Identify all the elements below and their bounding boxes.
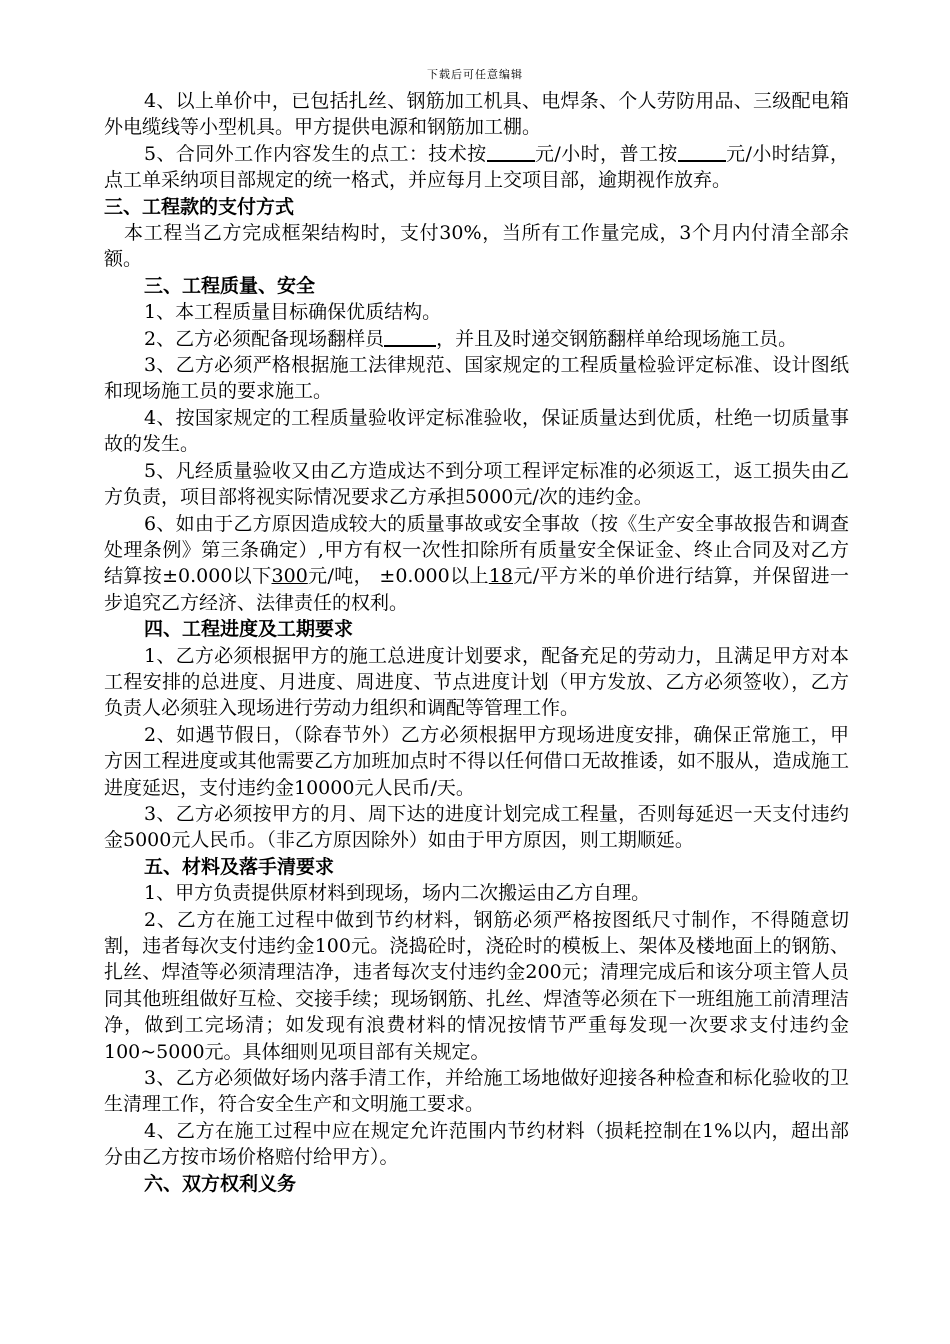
paragraph-quality-1: 1、本工程质量目标确保优质结构。 <box>144 301 442 324</box>
paragraph-payment: 本工程当乙方完成框架结构时，支付30%，当所有工作量完成，3个月内付清全部余额。 <box>104 222 849 271</box>
layout-staff-blank <box>384 327 436 347</box>
paragraph-materials-2: 2、乙方在施工过程中做到节约材料，钢筋必须严格按图纸尺寸制作，不得随意切割，违者每次支付违约金100元。浇捣砼时，浇砼时的模板上、架体及楼地面上的钢筋、扎丝、焊渣等必须清理洁净，违者每次支付违约金200元；清理完成后和该分项主管人员同其他班组做好互检、交接手续；现场钢筋、扎丝、焊渣等必须在下一班组施工前清理洁净，做到工完场清；如发现有浪费材料的情况按情节严重每发现一次要求支付违约金100~5000元。具体细则见项目部有关规定。 <box>104 908 849 1063</box>
paragraph-quality-5: 5、凡经质量验收又由乙方造成达不到分项工程评定标准的必须返工，返工损失由乙方负责，项目部将视实际情况要求乙方承担5000元/次的违约金。 <box>104 459 849 509</box>
extra-work-text-b: 元/小时，普工按 <box>534 142 678 165</box>
heading-rights-obligations: 六、双方权利义务 <box>144 1172 297 1195</box>
paragraph-schedule-1: 1、乙方必须根据甲方的施工总进度计划要求，配备充足的劳动力，且满足甲方对本工程安排的总进度、月进度、周进度、节点进度计划（甲方发放、乙方必须签收），乙方负责人必须驻入现场进行劳动力组织和调配等管理工作。 <box>104 644 849 720</box>
paragraph-quality-2 <box>104 326 849 352</box>
price-per-ton: 300 <box>271 565 308 588</box>
quality-6-text-e: 元/平方米的单价进行结算，并保留进一步追究乙方经济、法律责任的权利。 <box>104 565 849 614</box>
heading-materials: 五、材料及落手清要求 <box>144 855 335 878</box>
paragraph-quality-3: 3、乙方必须严格根据施工法律规范、国家规定的工程质量检验评定标准、设计图纸和现场施工员的要求施工。 <box>104 354 849 403</box>
heading-payment: 三、工程款的支付方式 <box>104 195 295 218</box>
heading-quality-safety: 三、工程质量、安全 <box>144 274 316 297</box>
paragraph-schedule-3: 3、乙方必须按甲方的月、周下达的进度计划完成工程量，否则每延迟一天支付违约金5000元人民币。（非乙方原因除外）如由于甲方原因，则工期顺延。 <box>104 802 849 852</box>
paragraph-unit-price: 4、以上单价中，已包括扎丝、钢筋加工机具、电焊条、个人劳防用品、三级配电箱外电缆线等小型机具。甲方提供电源和钢筋加工棚。 <box>104 90 849 139</box>
paragraph-materials-3: 3、乙方必须做好场内落手清工作，并给施工场地做好迎接各种检查和标化验收的卫生清理工作，符合安全生产和文明施工要求。 <box>104 1067 849 1116</box>
quality-2-text-b: ，并且及时递交钢筋翻样单给现场施工员。 <box>436 327 798 350</box>
document-body <box>104 88 849 1197</box>
heading-schedule: 四、工程进度及工期要求 <box>144 618 354 641</box>
technician-rate-blank <box>487 142 535 162</box>
extra-work-text-a: 5、合同外工作内容发生的点工：技术按 <box>144 142 487 165</box>
quality-2-text-a: 2、乙方必须配备现场翻样员 <box>144 327 385 350</box>
paragraph-schedule-2: 2、如遇节假日，（除春节外）乙方必须根据甲方现场进度安排，确保正常施工，甲方因工程进度或其他需要乙方加班加点时不得以任何借口无故推诿，如不服从，造成施工进度延迟，支付违约金10000元人民币/天。 <box>104 723 849 799</box>
paragraph-materials-1: 1、甲方负责提供原材料到现场，场内二次搬运由乙方自理。 <box>144 882 651 905</box>
paragraph-quality-6 <box>104 511 849 617</box>
quality-6-text-a: 6、如由于乙方原因造成较大的质量事故或安全事故（按《生产安全事故报告和调查处理条例》第三条确定）,甲方有权一次性扣除所有质量安全保证金、终止合同及对乙方结算按±0.000以下 <box>104 512 849 588</box>
paragraph-extra-work <box>104 141 849 194</box>
paragraph-quality-4: 4、按国家规定的工程质量验收评定标准验收，保证质量达到优质，杜绝一切质量事故的发生。 <box>104 406 849 456</box>
paragraph-materials-4: 4、乙方在施工过程中应在规定允许范围内节约材料（损耗控制在1%以内，超出部分由乙方按市场价格赔付给甲方）。 <box>104 1119 849 1169</box>
quality-6-text-c: 元/吨， ±0.000以上 <box>307 565 489 588</box>
price-per-sqm: 18 <box>488 565 514 588</box>
laborer-rate-blank <box>678 142 726 162</box>
page-header: 下载后可任意编辑 <box>427 68 523 81</box>
extra-work-text-c: 元/小时结算，点工单采纳项目部规定的统一格式，并应每月上交项目部，逾期视作放弃。 <box>104 142 850 192</box>
